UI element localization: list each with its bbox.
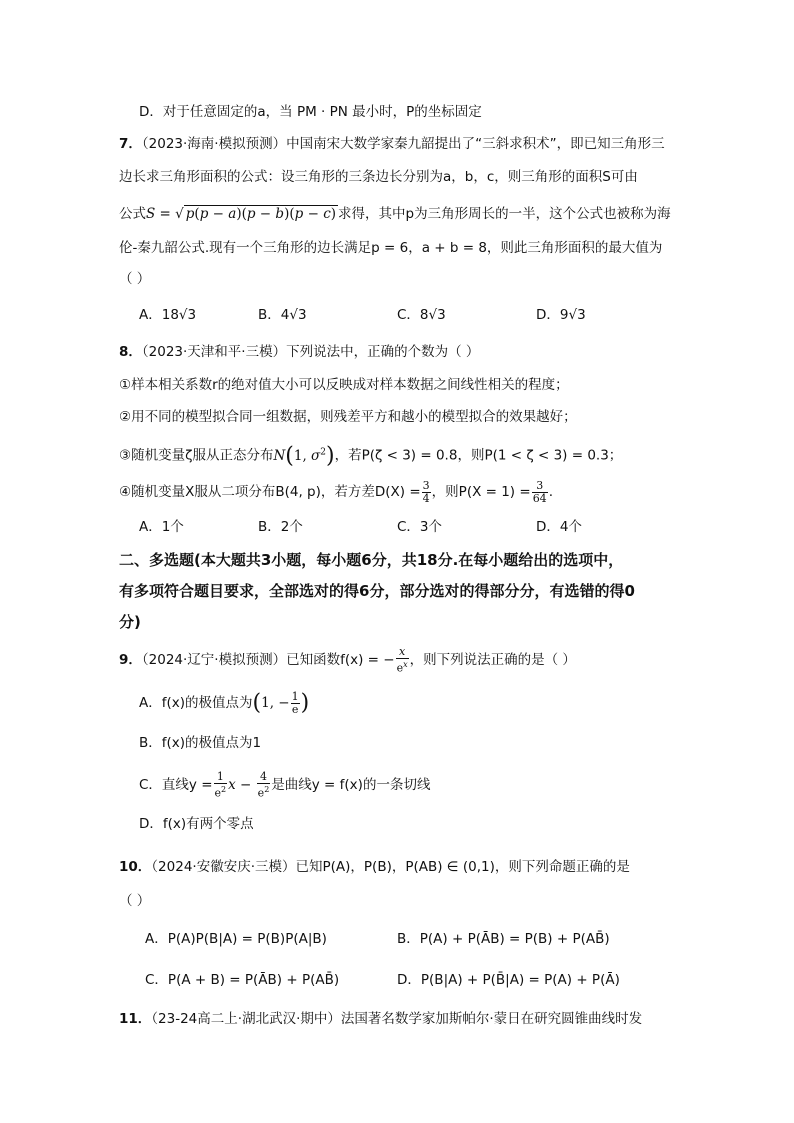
text: ，若P(ζ < 3) = 0.8，则P(1 < ζ < 3) = 0.3； bbox=[334, 447, 623, 464]
q8-option-d: D．4个 bbox=[536, 519, 582, 535]
q8-statement-1: ①样本相关系数r的绝对值大小可以反映成对样本数据之间线性相关的程度； bbox=[119, 377, 569, 393]
option-label: D． bbox=[139, 104, 163, 120]
q10-option-c: C．P(A + B) = P(ĀB) + P(AB̄) bbox=[145, 972, 340, 988]
question-text: 已知函数f(x) = − bbox=[286, 652, 395, 668]
section-heading-line2: 有多项符合题目要求，全部选对的得6分，部分选对的得部分分，有选错的得0 bbox=[119, 582, 635, 600]
question-text: 法国著名数学家加斯帕尔·蒙日在研究圆锥曲线时发 bbox=[340, 1011, 643, 1027]
q7-line4: 伦-秦九韶公式.现有一个三角形的边长满足p = 6，a + b = 8，则此三角形面积的最大值为 bbox=[119, 240, 663, 256]
fraction: $\frac{1}{e^2}$ bbox=[214, 769, 227, 800]
q9-option-d: D．f(x)有两个零点 bbox=[139, 816, 254, 832]
question-number: 7． bbox=[119, 136, 142, 152]
question-number: 9． bbox=[119, 652, 142, 668]
q10-stem bbox=[119, 857, 630, 877]
q9-option-b: B．f(x)的极值点为1 bbox=[139, 735, 262, 751]
option-text: 是曲线y = f(x)的一条切线 bbox=[271, 777, 431, 793]
q6-option-d bbox=[139, 102, 482, 122]
q11-stem bbox=[119, 1009, 642, 1029]
q8-stem bbox=[119, 342, 479, 362]
section-heading-line3: 分) bbox=[119, 613, 141, 631]
question-text: 中国南宋大数学家秦九韶提出了“三斜求积术”，即已知三角形三 bbox=[286, 136, 665, 152]
text: ，则P(X = 1) = bbox=[431, 484, 531, 500]
q8-statement-3 bbox=[119, 439, 622, 469]
heron-formula: S = √ p(p − a)(p − b)(p − c) bbox=[146, 206, 337, 222]
q7-line1 bbox=[119, 134, 665, 154]
q8-option-c: C．3个 bbox=[397, 519, 443, 535]
q7-paren: （ ） bbox=[119, 271, 151, 287]
option-text: 对于任意固定的a，当 PM · PN 最小时，P的坐标固定 bbox=[162, 104, 482, 120]
q8-statement-2: ②用不同的模型拟合同一组数据，则残差平方和越小的模型拟合的效果越好； bbox=[119, 409, 577, 425]
question-source: （2023·海南·模拟预测） bbox=[141, 136, 287, 152]
q7-option-b: B．4√3 bbox=[258, 307, 307, 323]
q7-option-a: A．18√3 bbox=[139, 307, 197, 323]
question-text: 下列说法中，正确的个数为（ ） bbox=[286, 344, 480, 360]
option-text: C．直线y = bbox=[139, 777, 213, 793]
q7-option-d: D．9√3 bbox=[536, 307, 586, 323]
text: 求得，其中p为三角形周长的一半，这个公式也被称为海 bbox=[338, 206, 671, 222]
question-text: ，则下列说法正确的是（ ） bbox=[409, 652, 576, 668]
q10-option-b: B．P(A) + P(ĀB) = P(B) + P(AB̄) bbox=[397, 931, 610, 947]
q9-option-c: C．直线y = $\frac{1}{e^2}$ x − $\frac{4}{e^2}$ 是曲线y = f(x)的一条切线 bbox=[139, 769, 431, 800]
section-heading-line1: 二、多选题(本大题共3小题，每小题6分，共18分.在每小题给出的选项中， bbox=[119, 551, 624, 569]
q10-option-d: D．P(B|A) + P(B̄|A) = P(A) + P(Ā) bbox=[397, 972, 620, 988]
extreme-point: (1, − $\frac{1}{e}$ ) bbox=[252, 690, 310, 716]
question-number: 11． bbox=[119, 1011, 152, 1027]
q9-option-a bbox=[139, 688, 309, 719]
question-text: 已知P(A)，P(B)，P(AB) ∈ (0,1)，则下列命题正确的是 bbox=[295, 859, 630, 875]
q10-paren: （ ） bbox=[119, 893, 151, 909]
text: ③随机变量ζ服从正态分布 bbox=[119, 447, 274, 464]
q7-line2: 边长求三角形面积的公式：设三角形的三条边长分别为a，b，c，则三角形的面积S可由 bbox=[119, 169, 638, 185]
question-number: 10． bbox=[119, 859, 152, 875]
text: 公式 bbox=[119, 206, 146, 222]
fraction-3-4: $\frac{3}{4}$ bbox=[422, 478, 430, 505]
q9-stem bbox=[119, 645, 576, 675]
normal-distribution: N(1, $\sigma^2$) bbox=[273, 443, 335, 468]
q8-statement-4: ④随机变量X服从二项分布B(4, p)，若方差D(X) = $\frac{3}{4}$ ，则P(X = 1) = $\frac{3}{64}$ . bbox=[119, 478, 553, 505]
question-source: （2023·天津和平·三模） bbox=[141, 344, 287, 360]
fraction: $\frac{4}{e^2}$ bbox=[257, 769, 270, 800]
fraction-3-64: $\frac{3}{64}$ bbox=[532, 478, 547, 505]
question-number: 8． bbox=[119, 344, 142, 360]
question-source: （2024·安徽安庆·三模） bbox=[151, 859, 296, 875]
text: ④随机变量X服从二项分布B(4, p)，若方差D(X) = bbox=[119, 484, 421, 500]
q8-option-b: B．2个 bbox=[258, 519, 303, 535]
q7-option-c: C．8√3 bbox=[397, 307, 446, 323]
question-source: （2024·辽宁·模拟预测） bbox=[141, 652, 287, 668]
question-source: （23-24高二上·湖北武汉·期中） bbox=[151, 1011, 341, 1027]
fraction-x-over-ex: $\frac{x}{e^x}$ bbox=[396, 644, 408, 675]
q10-option-a: A．P(A)P(B|A) = P(B)P(A|B) bbox=[145, 931, 327, 947]
q8-option-a: A．1个 bbox=[139, 519, 184, 535]
option-text: A．f(x)的极值点为 bbox=[139, 695, 253, 711]
q7-line3 bbox=[119, 201, 671, 227]
